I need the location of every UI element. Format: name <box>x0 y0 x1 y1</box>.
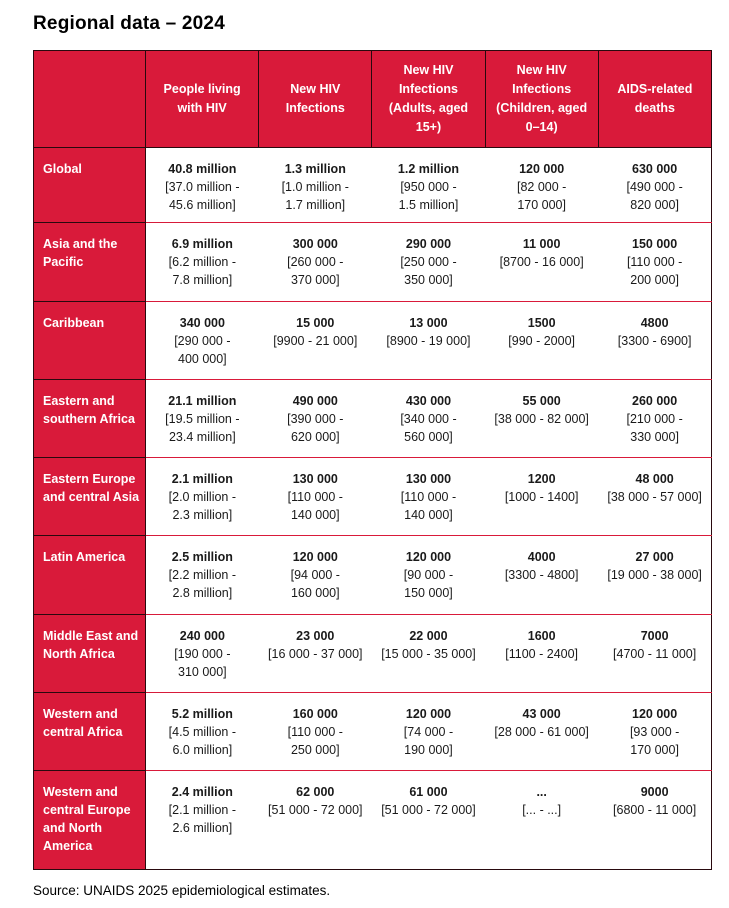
column-header-line: Infections <box>398 82 458 96</box>
region-label-line: Asia and the <box>43 237 118 251</box>
cell-range-line: [110 000 - <box>287 490 343 504</box>
cell-value: 2.1 million <box>171 472 233 486</box>
region-label <box>34 302 146 380</box>
column-header-line: with HIV <box>177 101 227 115</box>
table-row <box>34 536 712 615</box>
cell-value: 130 000 <box>292 472 338 486</box>
region-label <box>34 380 146 458</box>
cell-value: 120 000 <box>405 550 452 564</box>
column-header-line: Infections <box>285 101 345 115</box>
cell-range-line: [15 000 - 35 000] <box>381 647 476 661</box>
cell-value: 48 000 <box>635 472 674 486</box>
data-cell <box>485 615 598 693</box>
cell-value: 160 000 <box>292 707 338 721</box>
cell-range-line: 45.6 million] <box>168 198 236 212</box>
cell-range-line: 200 000] <box>630 273 679 287</box>
column-header <box>485 51 598 148</box>
cell-range-line: [6800 - 11 000] <box>613 803 697 817</box>
region-label-line: Western and <box>43 707 118 721</box>
cell-range-line: [82 000 - <box>516 180 567 194</box>
data-cell <box>146 223 259 302</box>
cell-value: 120 000 <box>292 550 338 564</box>
cell-range-line: [4700 - 11 000] <box>613 647 697 661</box>
cell-range-line: [390 000 - <box>287 412 344 426</box>
cell-range-line: [90 000 - <box>403 568 454 582</box>
table-row <box>34 223 712 302</box>
data-cell <box>259 223 372 302</box>
header-row <box>34 51 712 148</box>
cell-value: 4800 <box>640 316 669 330</box>
cell-range-line: [51 000 - 72 000] <box>381 803 476 817</box>
cell-range-line: 1.5 million] <box>398 198 459 212</box>
cell-value: 260 000 <box>632 394 678 408</box>
cell-range-line: [2.0 million - <box>168 490 237 504</box>
cell-range-line: [990 - 2000] <box>508 334 576 348</box>
data-cell <box>146 693 259 771</box>
cell-value: 130 000 <box>405 472 452 486</box>
cell-range-line: 140 000] <box>290 508 340 522</box>
cell-value: ... <box>536 785 547 799</box>
cell-value: 340 000 <box>179 316 225 330</box>
column-header-line: deaths <box>634 101 676 115</box>
cell-value: 240 000 <box>179 629 225 643</box>
data-cell <box>259 693 372 771</box>
cell-range-line: 150 000] <box>404 586 453 600</box>
column-header-line: (Children, aged <box>496 101 588 115</box>
cell-range-line: [4.5 million - <box>168 725 237 739</box>
region-label-line: Global <box>43 162 82 176</box>
data-cell <box>146 302 259 380</box>
cell-value: 2.4 million <box>171 785 233 799</box>
cell-range-line: 190 000] <box>404 743 453 757</box>
column-header <box>598 51 711 148</box>
column-header-line: New HIV <box>403 63 454 77</box>
data-cell <box>598 458 711 536</box>
data-cell <box>485 302 598 380</box>
data-cell <box>372 536 485 615</box>
region-label <box>34 148 146 223</box>
region-label <box>34 536 146 615</box>
cell-range-line: 370 000] <box>290 273 340 287</box>
data-cell <box>372 223 485 302</box>
cell-range-line: [290 000 - <box>174 334 231 348</box>
region-label-line: Latin America <box>43 550 126 564</box>
region-label-line: North Africa <box>43 647 115 661</box>
region-label-line: Pacific <box>43 255 84 269</box>
cell-value: 22 000 <box>409 629 448 643</box>
cell-range-line: 1.7 million] <box>285 198 346 212</box>
cell-range-line: 170 000] <box>517 198 566 212</box>
data-cell <box>372 148 485 223</box>
data-cell <box>598 380 711 458</box>
cell-range-line: 2.6 million] <box>172 821 233 835</box>
region-label-line: and central Asia <box>43 490 140 504</box>
data-cell <box>485 148 598 223</box>
cell-range-line: [9900 - 21 000] <box>273 334 358 348</box>
cell-range-line: [950 000 - <box>400 180 457 194</box>
cell-range-line: 2.8 million] <box>172 586 233 600</box>
cell-range-line: [1000 - 1400] <box>504 490 579 504</box>
table-row <box>34 302 712 380</box>
cell-range-line: 7.8 million] <box>172 273 233 287</box>
data-cell <box>146 536 259 615</box>
cell-value: 43 000 <box>522 707 561 721</box>
cell-range-line: [110 000 - <box>287 725 343 739</box>
data-cell <box>598 615 711 693</box>
data-cell <box>598 148 711 223</box>
cell-value: 1600 <box>527 629 556 643</box>
region-label-line: southern Africa <box>43 412 135 426</box>
region-label-line: central Africa <box>43 725 123 739</box>
cell-value: 1200 <box>527 472 556 486</box>
cell-range-line: [51 000 - 72 000] <box>268 803 363 817</box>
data-cell <box>372 771 485 870</box>
cell-value: 7000 <box>640 629 669 643</box>
data-cell <box>146 458 259 536</box>
data-cell <box>485 536 598 615</box>
cell-value: 23 000 <box>296 629 335 643</box>
cell-range-line: [3300 - 6900] <box>617 334 692 348</box>
table-header <box>34 51 712 148</box>
table-body <box>34 148 712 870</box>
column-header-line: Infections <box>512 82 572 96</box>
cell-range-line: [16 000 - 37 000] <box>268 647 363 661</box>
cell-range-line: [1.0 million - <box>281 180 349 194</box>
data-cell <box>372 302 485 380</box>
cell-range-line: [74 000 - <box>403 725 454 739</box>
cell-value: 61 000 <box>409 785 448 799</box>
cell-range-line: [8900 - 19 000] <box>386 334 471 348</box>
data-cell <box>372 615 485 693</box>
table-row <box>34 771 712 870</box>
data-cell <box>598 536 711 615</box>
region-label-line: Middle East and <box>43 629 139 643</box>
data-cell <box>259 302 372 380</box>
cell-value: 62 000 <box>296 785 335 799</box>
cell-value: 21.1 million <box>168 394 237 408</box>
cell-value: 430 000 <box>405 394 452 408</box>
cell-range-line: [6.2 million - <box>168 255 237 269</box>
data-cell <box>598 771 711 870</box>
cell-value: 2.5 million <box>171 550 233 564</box>
cell-range-line: [... - ...] <box>522 803 562 817</box>
cell-range-line: [260 000 - <box>287 255 344 269</box>
data-cell <box>259 615 372 693</box>
cell-value: 290 000 <box>405 237 452 251</box>
column-header <box>372 51 485 148</box>
cell-value: 9000 <box>640 785 669 799</box>
table-row <box>34 693 712 771</box>
cell-range-line: 6.0 million] <box>172 743 233 757</box>
region-label <box>34 615 146 693</box>
cell-value: 55 000 <box>522 394 561 408</box>
cell-range-line: 23.4 million] <box>168 430 236 444</box>
cell-value: 120 000 <box>632 707 678 721</box>
column-header-line: 15+) <box>415 120 442 134</box>
column-header-line: People living <box>163 82 241 96</box>
cell-value: 120 000 <box>405 707 452 721</box>
region-label-line: and North <box>43 821 103 835</box>
cell-range-line: 560 000] <box>404 430 453 444</box>
region-label <box>34 223 146 302</box>
data-cell <box>259 380 372 458</box>
cell-range-line: 400 000] <box>178 352 227 366</box>
cell-range-line: [250 000 - <box>400 255 457 269</box>
cell-range-line: [1100 - 2400] <box>505 647 579 661</box>
region-label-line: Eastern and <box>43 394 115 408</box>
table-row <box>34 148 712 223</box>
cell-range-line: 350 000] <box>404 273 453 287</box>
data-cell <box>485 458 598 536</box>
cell-range-line: 820 000] <box>630 198 679 212</box>
source-note: Source: UNAIDS 2025 epidemiological estimates. <box>33 883 331 898</box>
table-row <box>34 458 712 536</box>
data-cell <box>485 693 598 771</box>
cell-range-line: [37.0 million - <box>165 180 240 194</box>
data-cell <box>146 771 259 870</box>
cell-range-line: [110 000 - <box>400 490 457 504</box>
region-label-line: America <box>43 839 93 853</box>
table-row <box>34 615 712 693</box>
column-header-line: (Adults, aged <box>388 101 469 115</box>
page-title: Regional data – 2024 <box>33 13 225 34</box>
column-header-line: New HIV <box>290 82 341 96</box>
cell-range-line: 2.3 million] <box>172 508 233 522</box>
data-cell <box>598 223 711 302</box>
regional-data-table <box>33 50 712 870</box>
cell-range-line: [94 000 - <box>290 568 340 582</box>
cell-range-line: [340 000 - <box>400 412 457 426</box>
data-cell <box>259 771 372 870</box>
region-label-line: Western and <box>43 785 118 799</box>
cell-range-line: [38 000 - 57 000] <box>607 490 702 504</box>
region-label-line: Caribbean <box>43 316 105 330</box>
data-cell <box>146 148 259 223</box>
data-cell <box>259 458 372 536</box>
region-label <box>34 771 146 870</box>
cell-range-line: 310 000] <box>178 665 227 679</box>
cell-value: 630 000 <box>632 162 678 176</box>
cell-value: 11 000 <box>522 237 561 251</box>
column-header-line: New HIV <box>516 63 567 77</box>
cell-range-line: 250 000] <box>290 743 340 757</box>
data-cell <box>259 148 372 223</box>
cell-value: 490 000 <box>292 394 338 408</box>
cell-range-line: 170 000] <box>630 743 679 757</box>
corner-cell <box>34 51 146 148</box>
cell-range-line: [8700 - 16 000] <box>499 255 584 269</box>
cell-range-line: [19.5 million - <box>165 412 240 426</box>
cell-value: 5.2 million <box>171 707 233 721</box>
region-label-line: central Europe <box>43 803 131 817</box>
data-cell <box>598 693 711 771</box>
cell-value: 300 000 <box>292 237 338 251</box>
data-cell <box>372 458 485 536</box>
cell-range-line: 160 000] <box>290 586 340 600</box>
cell-value: 120 000 <box>519 162 565 176</box>
table-row <box>34 380 712 458</box>
data-cell <box>372 693 485 771</box>
cell-value: 4000 <box>527 550 556 564</box>
cell-range-line: [93 000 - <box>629 725 680 739</box>
cell-value: 27 000 <box>635 550 674 564</box>
column-header-line: AIDS-related <box>617 82 693 96</box>
data-cell <box>372 380 485 458</box>
region-label <box>34 693 146 771</box>
cell-value: 13 000 <box>409 316 448 330</box>
data-cell <box>259 536 372 615</box>
cell-value: 1.3 million <box>284 162 346 176</box>
cell-range-line: [110 000 - <box>626 255 683 269</box>
cell-range-line: 140 000] <box>404 508 453 522</box>
cell-value: 1.2 million <box>397 162 460 176</box>
cell-range-line: [28 000 - 61 000] <box>494 725 589 739</box>
cell-value: 1500 <box>527 316 556 330</box>
cell-range-line: 330 000] <box>630 430 679 444</box>
column-header-line: 0–14) <box>525 120 558 134</box>
region-label <box>34 458 146 536</box>
cell-range-line: [19 000 - 38 000] <box>607 568 702 582</box>
data-cell <box>485 771 598 870</box>
data-cell <box>485 380 598 458</box>
column-header <box>146 51 259 148</box>
data-cell <box>146 380 259 458</box>
cell-range-line: 620 000] <box>290 430 340 444</box>
cell-value: 6.9 million <box>171 237 233 251</box>
data-cell <box>598 302 711 380</box>
cell-range-line: [2.1 million - <box>168 803 237 817</box>
cell-range-line: [490 000 - <box>626 180 683 194</box>
cell-range-line: [38 000 - 82 000] <box>494 412 589 426</box>
cell-range-line: [3300 - 4800] <box>504 568 579 582</box>
data-cell <box>146 615 259 693</box>
cell-range-line: [190 000 - <box>174 647 231 661</box>
cell-value: 150 000 <box>632 237 678 251</box>
data-cell <box>485 223 598 302</box>
cell-range-line: [2.2 million - <box>168 568 237 582</box>
column-header <box>259 51 372 148</box>
cell-value: 40.8 million <box>168 162 237 176</box>
cell-value: 15 000 <box>296 316 335 330</box>
cell-range-line: [210 000 - <box>626 412 683 426</box>
region-label-line: Eastern Europe <box>43 472 136 486</box>
